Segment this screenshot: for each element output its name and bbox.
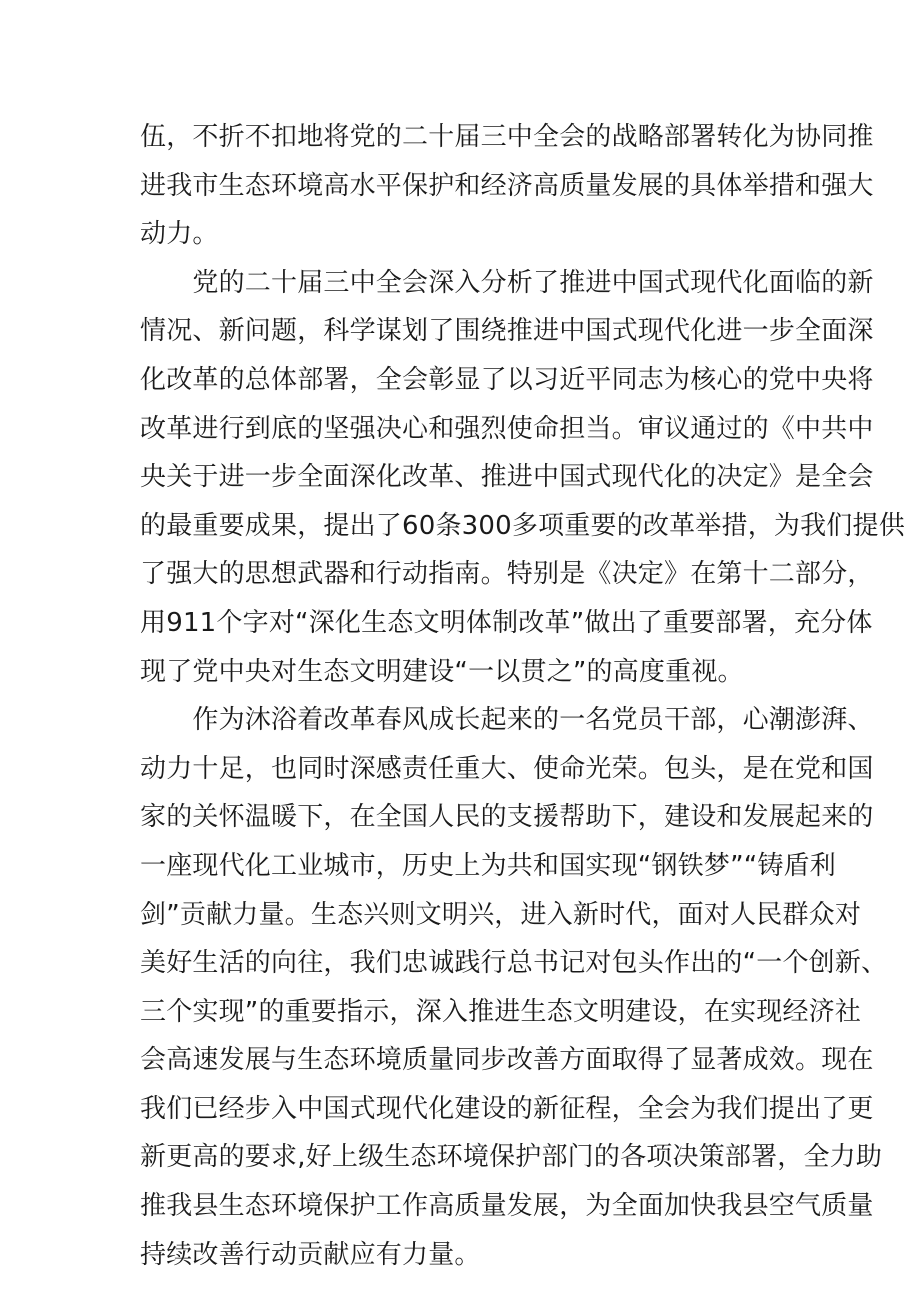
body-text <box>140 113 905 1279</box>
text-line: 推我县生态环境保护工作高质量发展，为全面加快我县空气质量 <box>140 1191 874 1222</box>
text-line: 情况、新问题，科学谋划了围绕推进中国式现代化进一步全面深 <box>140 316 874 347</box>
text-line: 现了党中央对生态文明建设“一以贯之”的高度重视。 <box>140 656 744 687</box>
text-line: 三个实现”的重要指示，深入推进生态文明建设，在实现经济社 <box>140 996 862 1027</box>
text-line: 一座现代化工业城市，历史上为共和国实现“钢铁梦”“铸盾利 <box>140 850 837 881</box>
text-line: 新更高的要求,好上级生态环境保护部门的各项决策部署，全力助 <box>140 1142 883 1173</box>
text-line: 央关于进一步全面深化改革、推进中国式现代化的决定》是全会 <box>140 462 874 493</box>
text-line: 动力十足，也同时深感责任重大、使命光荣。包头，是在党和国 <box>140 753 874 784</box>
text-line: 进我市生态环境高水平保护和经济高质量发展的具体举措和强大 <box>140 170 874 201</box>
text-line: 了强大的思想武器和行动指南。特别是《决定》在第十二部分， <box>140 559 874 590</box>
text-line: 我们已经步入中国式现代化建设的新征程，全会为我们提出了更 <box>140 1093 874 1124</box>
text-line: 作为沐浴着改革春风成长起来的一名党员干部，心潮澎湃、 <box>140 705 874 736</box>
text-line: 美好生活的向往，我们忠诚践行总书记对包头作出的“一个创新、 <box>140 948 888 979</box>
text-line: 家的关怀温暖下，在全国人民的支援帮助下，建设和发展起来的 <box>140 802 874 833</box>
text-line: 的最重要成果，提出了60条300多项重要的改革举措，为我们提供 <box>140 510 905 541</box>
text-line: 动力。 <box>140 219 219 250</box>
text-line: 伍，不折不扣地将党的二十届三中全会的战略部署转化为协同推 <box>140 122 874 152</box>
text-line: 会高速发展与生态环境质量同步改善方面取得了显著成效。现在 <box>140 1045 874 1076</box>
text-line: 改革进行到底的坚强决心和强烈使命担当。审议通过的《中共中 <box>140 413 874 444</box>
text-line: 持续改善行动贡献应有力量。 <box>140 1239 481 1270</box>
text-line: 化改革的总体部署，全会彰显了以习近平同志为核心的党中央将 <box>140 364 874 395</box>
text-line: 用911个字对“深化生态文明体制改革”做出了重要部署，充分体 <box>140 607 873 638</box>
text-line: 剑”贡献力量。生态兴则文明兴，进入新时代，面对人民群众对 <box>140 899 862 930</box>
text-line: 党的二十届三中全会深入分析了推进中国式现代化面临的新 <box>140 267 874 298</box>
